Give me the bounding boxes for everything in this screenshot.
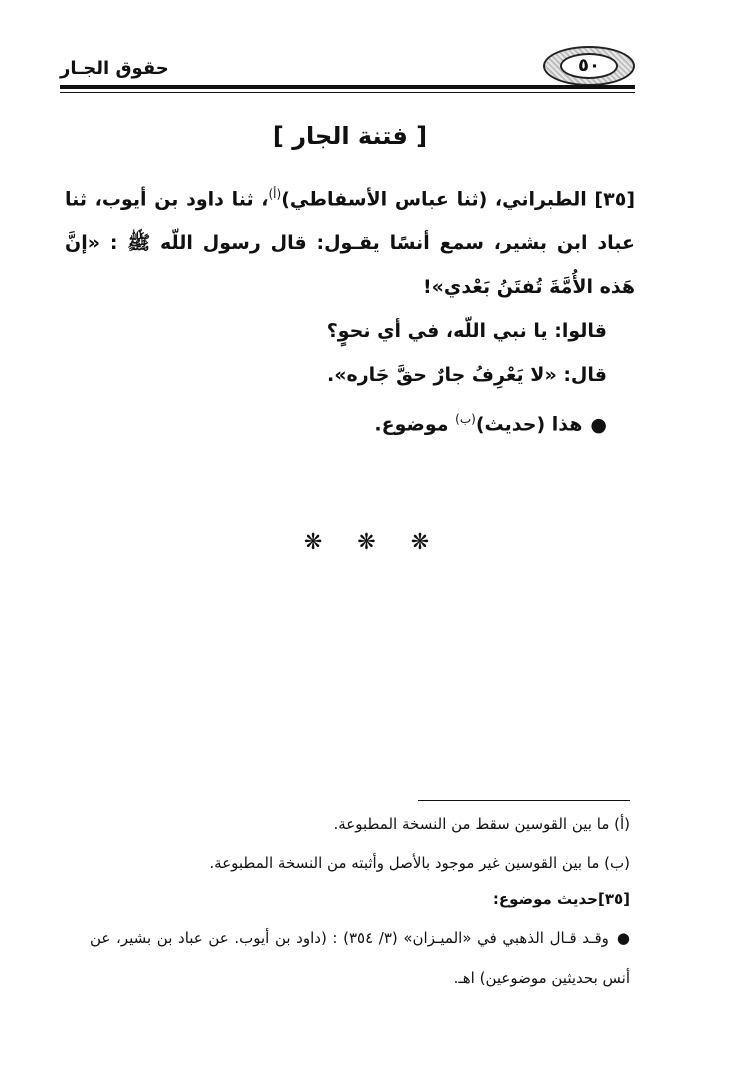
dialogue-line-1: قالوا: يا نبي اللّه، في أي نحوٍ؟ xyxy=(326,320,607,343)
hadith-paragraph xyxy=(65,172,635,309)
bullet-icon: ● xyxy=(590,413,607,436)
section-divider-stars: ❋ ❋ ❋ xyxy=(303,530,444,555)
verdict-line xyxy=(65,397,635,446)
running-title: حقوق الجـار xyxy=(60,58,169,79)
bullet-icon: ● xyxy=(616,929,631,947)
grading-body xyxy=(90,918,630,998)
verdict-pre: هذا (حديث) xyxy=(475,413,583,436)
verdict-post: موضوع. xyxy=(374,413,456,436)
grading-heading: [٣٥]حديث موضوع: xyxy=(492,890,630,908)
footnote-marker-a: (أ) xyxy=(268,187,282,201)
dialogue-line-2: قال: «لا يَعْرِفُ جارٌ حقَّ جَاره». xyxy=(327,364,607,387)
footnote-marker-b: (ب) xyxy=(455,412,476,427)
chapter-title: [ فتنة الجار ] xyxy=(272,122,428,150)
grading-text: وقـد قـال الذهبي في «الميـزان» (٣/ ٣٥٤) : (داود بن أيوب. عن عباد بن بشير، عن أنس بحديثين موضوعين) اهـ. xyxy=(90,929,630,987)
footnote-b: (ب) ما بين القوسين غير موجود بالأصل وأثبته من النسخة المطبوعة. xyxy=(209,854,630,872)
hadith-intro: [٣٥] الطبراني، (ثنا عباس الأسفاطي) xyxy=(281,188,635,211)
hadith-text: ، ثنا داود بن أيوب، ثنا عباد ابن بشير، سمع أنسًا يقـول: قال رسول اللّه ﷺ : «إنَّ هَذه الأُمَّةَ تُفتَنُ بَعْدي»! xyxy=(65,188,635,299)
page-header xyxy=(60,40,635,96)
footnote-a: (أ) ما بين القوسين سقط من النسخة المطبوعة. xyxy=(333,815,630,833)
page-number: ٥٠ xyxy=(560,53,618,79)
header-rule-thin xyxy=(60,92,635,93)
header-rule xyxy=(60,85,635,89)
main-text xyxy=(65,110,635,447)
page-number-badge xyxy=(543,46,635,86)
footnotes xyxy=(90,812,630,998)
footnote-separator xyxy=(418,800,630,801)
